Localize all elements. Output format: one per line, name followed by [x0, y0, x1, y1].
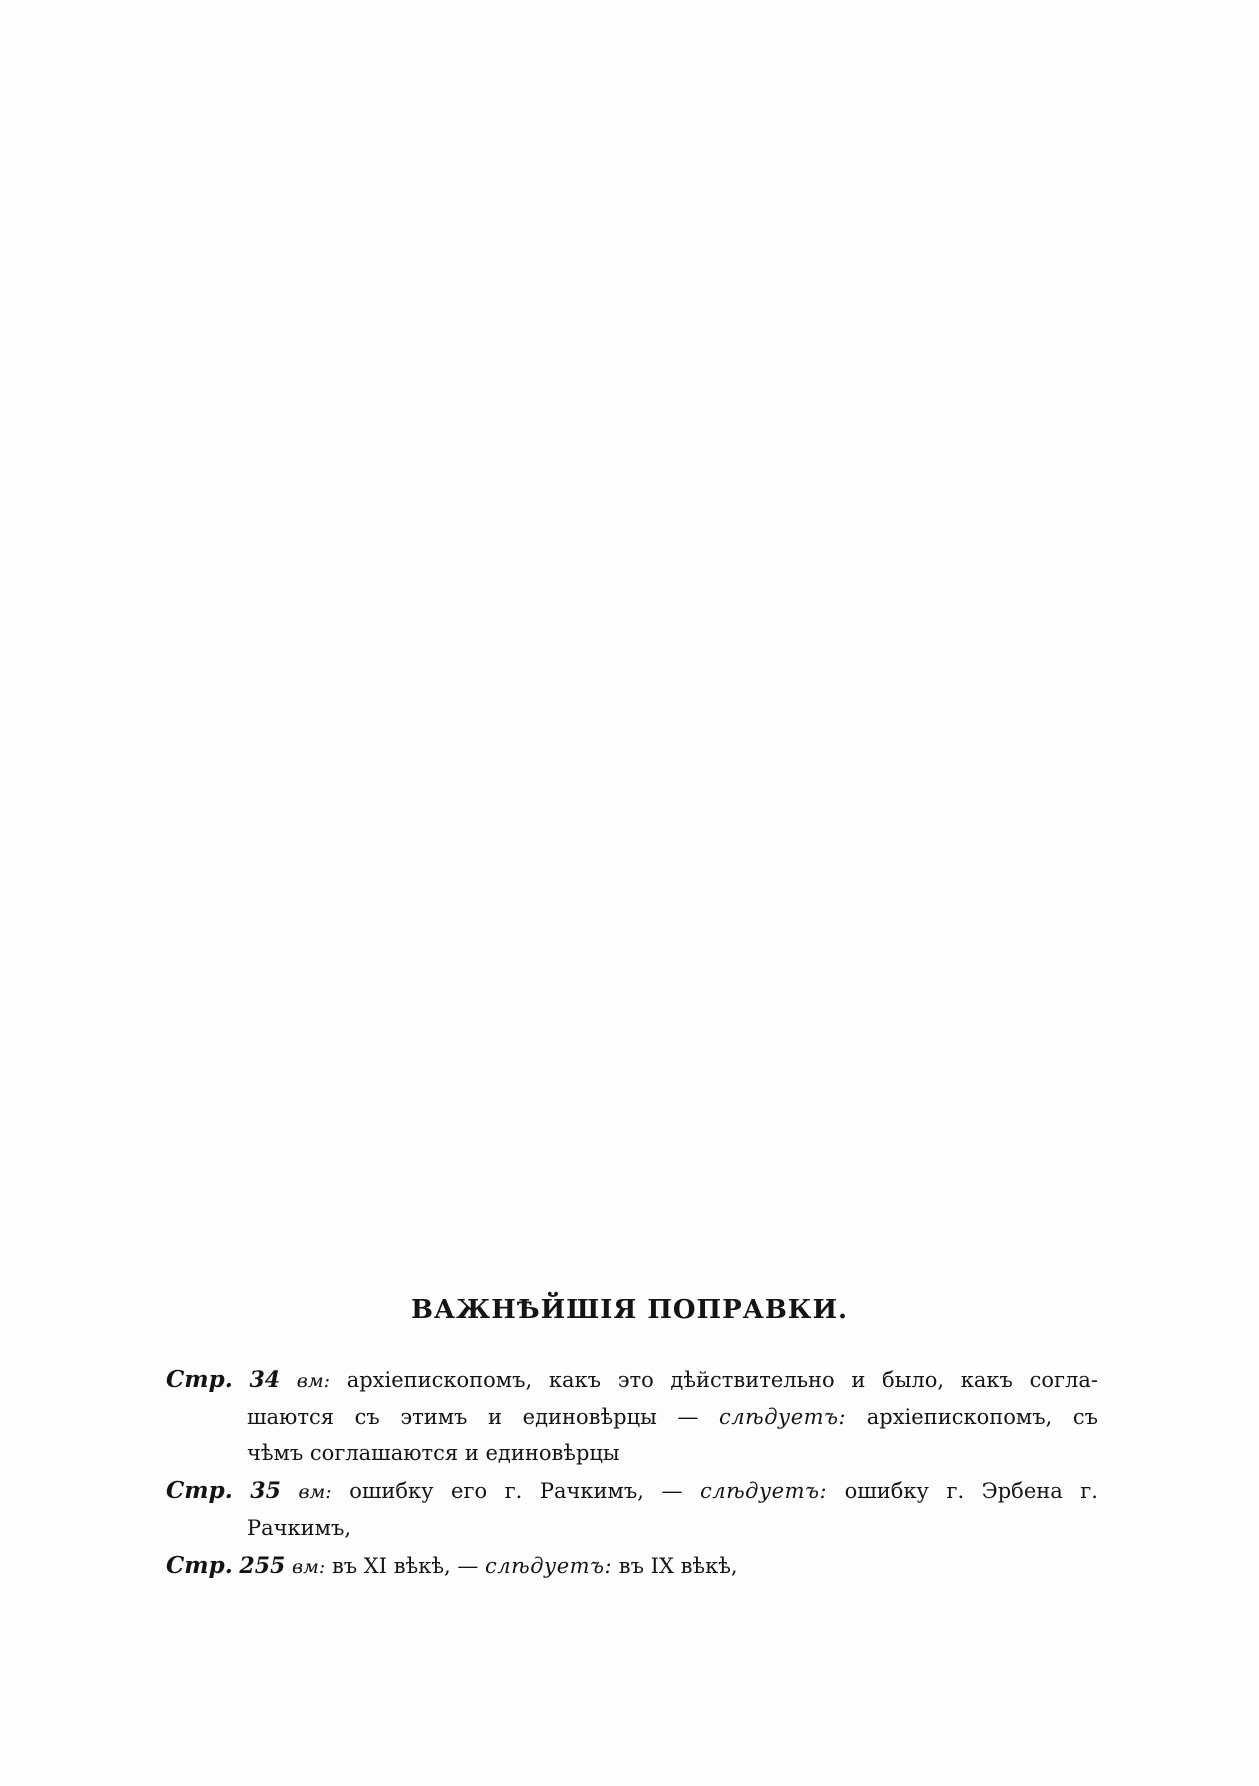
errata-line [166, 1399, 1098, 1435]
page-number: 35 [250, 1478, 281, 1504]
instead-label: вм: [298, 1481, 332, 1503]
page-label: Стр. [166, 1552, 233, 1579]
correct-text: ошибку г. Эрбена г. [827, 1479, 1098, 1503]
instead-label: вм: [296, 1370, 330, 1392]
correct-text: Рачкимъ, [247, 1516, 352, 1540]
page-number: 255 [239, 1553, 286, 1579]
errata-entry [166, 1473, 1098, 1546]
wrong-text: архіепископомъ, какъ это дѣйствительно и было, какъ согла- [346, 1368, 1098, 1392]
wrong-text: въ XI вѣкѣ, [331, 1554, 451, 1578]
follows-label: слѣдуетъ: [485, 1554, 613, 1578]
instead-label: вм: [292, 1556, 326, 1578]
errata-list [166, 1362, 1098, 1587]
correct-text: чѣмъ соглашаются и единовѣрцы [247, 1441, 620, 1465]
correct-text: архіепископомъ, съ [846, 1405, 1098, 1429]
errata-line [166, 1362, 1098, 1399]
errata-entry [166, 1548, 1098, 1585]
errata-line [166, 1510, 1098, 1546]
errata-line [166, 1435, 1098, 1471]
errata-line [166, 1473, 1098, 1510]
correct-text: въ IX вѣкѣ, [612, 1554, 738, 1578]
errata-entry [166, 1362, 1098, 1471]
page-title: ВАЖНѢЙШІЯ ПОПРАВКИ. [410, 1295, 849, 1325]
page-label: Стр. [166, 1366, 233, 1393]
errata-line [166, 1548, 1098, 1585]
page-label: Стр. [166, 1477, 233, 1504]
wrong-text: шаются съ этимъ и единовѣрцы [247, 1405, 657, 1429]
page-number: 34 [249, 1367, 281, 1393]
wrong-text: ошибку его г. Рачкимъ, [349, 1479, 644, 1503]
dash: — [643, 1479, 700, 1503]
follows-label: слѣдуетъ: [719, 1405, 847, 1429]
dash: — [656, 1405, 720, 1429]
dash: — [450, 1554, 486, 1578]
follows-label: слѣдуетъ: [700, 1479, 828, 1503]
